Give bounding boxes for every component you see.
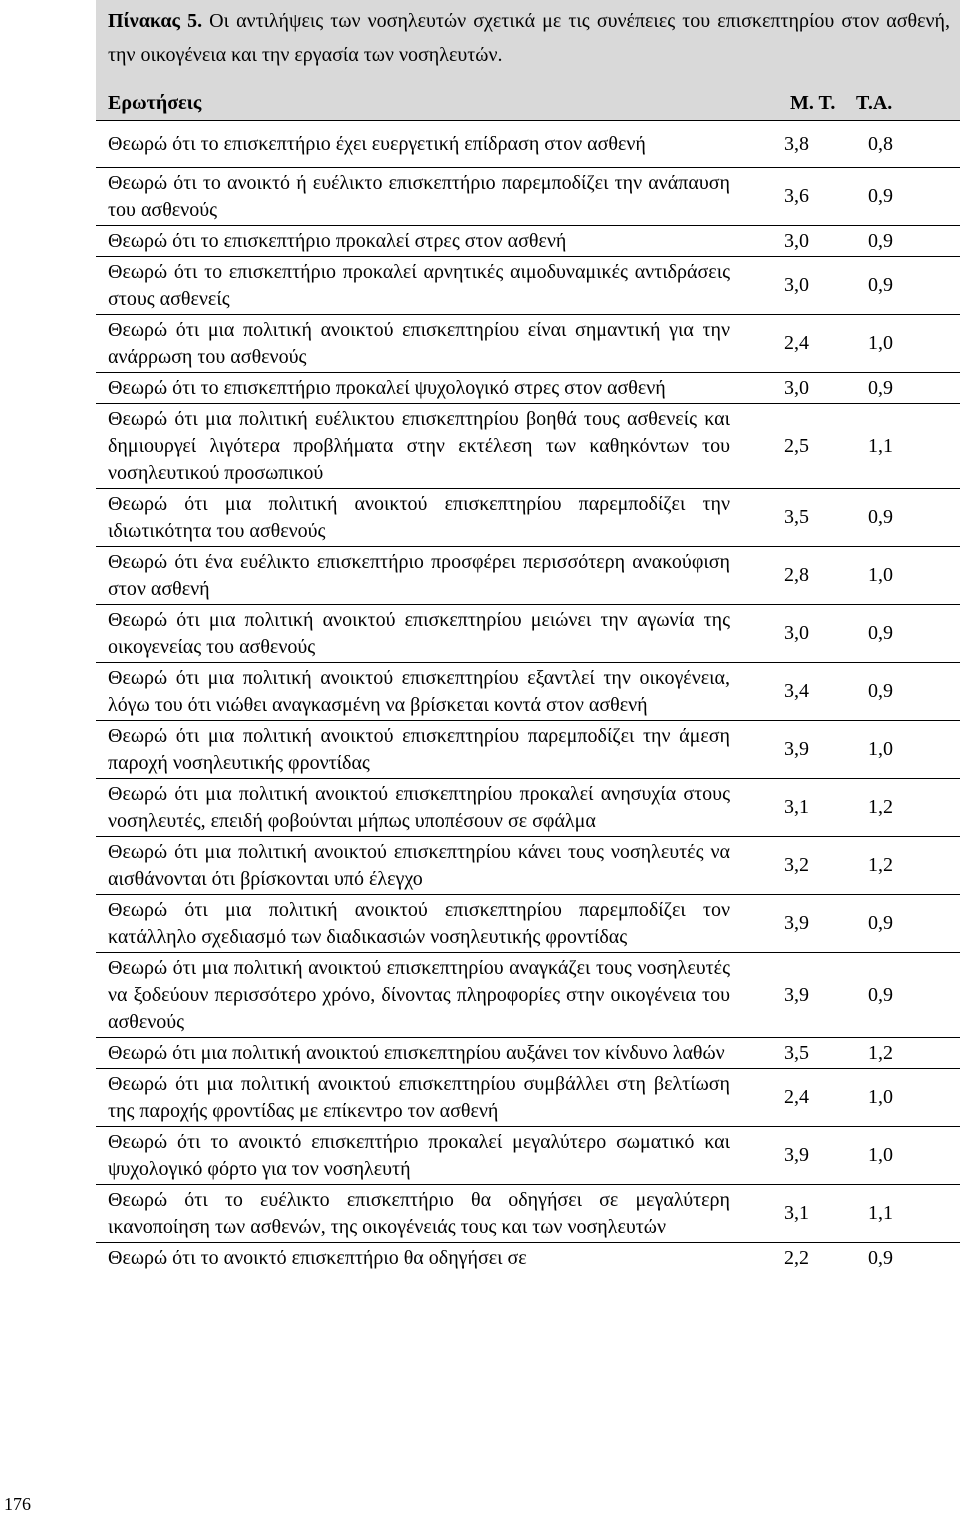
sd-cell: 1,0 bbox=[848, 1069, 960, 1127]
question-cell: Θεωρώ ότι μια πολιτική ανοικτού επισκεπτηρίου προκαλεί ανησυχία στους νοσηλευτές, επειδή φοβούνται μήπως υποπέσουν σε σφάλμα bbox=[96, 779, 736, 837]
question-cell: Θεωρώ ότι μια πολιτική ανοικτού επισκεπτηρίου παρεμποδίζει την ιδιωτικότητα του ασθενούς bbox=[96, 489, 736, 547]
sd-cell: 1,1 bbox=[848, 1185, 960, 1243]
sd-cell: 0,9 bbox=[848, 168, 960, 226]
question-cell: Θεωρώ ότι το ανοικτό ή ευέλικτο επισκεπτήριο παρεμποδίζει την ανάπαυση του ασθενούς bbox=[96, 168, 736, 226]
mean-cell: 3,0 bbox=[736, 605, 848, 663]
mean-cell: 3,2 bbox=[736, 837, 848, 895]
table-row bbox=[96, 121, 960, 168]
mean-cell: 3,0 bbox=[736, 373, 848, 404]
sd-cell: 0,9 bbox=[848, 953, 960, 1038]
mean-cell: 3,1 bbox=[736, 1185, 848, 1243]
table-row bbox=[96, 489, 960, 547]
question-cell: Θεωρώ ότι μια πολιτική ανοικτού επισκεπτηρίου παρεμποδίζει την άμεση παροχή νοσηλευτικής φροντίδας bbox=[96, 721, 736, 779]
mean-cell: 3,5 bbox=[736, 1038, 848, 1069]
table-row bbox=[96, 404, 960, 489]
question-cell: Θεωρώ ότι μια πολιτική ανοικτού επισκεπτηρίου παρεμποδίζει τον κατάλληλο σχεδιασμό των διαδικασιών νοσηλευτικής φροντίδας bbox=[96, 895, 736, 953]
table-header-row bbox=[96, 86, 960, 121]
table-row bbox=[96, 721, 960, 779]
table-row bbox=[96, 257, 960, 315]
header-questions: Ερωτήσεις bbox=[96, 86, 736, 121]
sd-cell: 1,0 bbox=[848, 315, 960, 373]
mean-cell: 2,2 bbox=[784, 1246, 809, 1269]
header-mean: Μ. Τ. bbox=[736, 86, 848, 121]
table-caption bbox=[96, 0, 960, 86]
sd-cell: 0,9 bbox=[848, 257, 960, 315]
mean-cell: 3,8 bbox=[736, 121, 848, 168]
table-row bbox=[96, 547, 960, 605]
sd-cell: 1,1 bbox=[848, 404, 960, 489]
mean-cell: 3,9 bbox=[736, 1127, 848, 1185]
table-row bbox=[96, 837, 960, 895]
sd-cell: 0,9 bbox=[848, 489, 960, 547]
mean-cell: 2,5 bbox=[736, 404, 848, 489]
question-cell: Θεωρώ ότι μια πολιτική ανοικτού επισκεπτηρίου αναγκάζει τους νοσηλευτές να ξοδεύουν περισσότερο χρόνο, δίνοντας πληροφορίες στην οικογένεια του ασθενούς bbox=[96, 953, 736, 1038]
table-row bbox=[96, 315, 960, 373]
sd-cell: 0,9 bbox=[868, 1246, 893, 1269]
question-cell: Θεωρώ ότι ένα ευέλικτο επισκεπτήριο προσφέρει περισσότερη ανακούφιση στον ασθενή bbox=[96, 547, 736, 605]
table-row bbox=[96, 1127, 960, 1185]
table-caption-label: Πίνακας 5. bbox=[108, 10, 203, 32]
question-cell: Θεωρώ ότι μια πολιτική ανοικτού επισκεπτηρίου αυξάνει τον κίνδυνο λαθών bbox=[96, 1038, 736, 1069]
sd-cell: 1,0 bbox=[848, 1127, 960, 1185]
sd-cell: 0,9 bbox=[848, 605, 960, 663]
sd-cell: 0,9 bbox=[848, 663, 960, 721]
mean-cell: 2,4 bbox=[736, 315, 848, 373]
sd-cell: 1,0 bbox=[848, 721, 960, 779]
question-cell: Θεωρώ ότι μια πολιτική ευέλικτου επισκεπτηρίου βοηθά τους ασθενείς και δημιουργεί λιγότερα προβλήματα στην εκτέλεση των καθηκόντων του νοσηλευτικού προσωπικού bbox=[96, 404, 736, 489]
perceptions-table bbox=[96, 86, 960, 1273]
sd-cell: 1,0 bbox=[848, 547, 960, 605]
table-row bbox=[96, 373, 960, 404]
question-cell: Θεωρώ ότι το επισκεπτήριο προκαλεί στρες στον ασθενή bbox=[96, 226, 736, 257]
table-row bbox=[96, 605, 960, 663]
table-caption-text: Οι αντιλήψεις των νοσηλευτών σχετικά με τις συνέπειες του επισκεπτηρίου στον ασθενή, την οικογένεια και την εργασία των νοσηλευτών. bbox=[108, 10, 951, 66]
table-row bbox=[96, 168, 960, 226]
table-row bbox=[96, 953, 960, 1038]
question-cell: Θεωρώ ότι μια πολιτική ανοικτού επισκεπτηρίου μειώνει την αγωνία της οικογενείας του ασθενούς bbox=[96, 605, 736, 663]
sd-cell: 0,9 bbox=[848, 226, 960, 257]
table-row bbox=[96, 226, 960, 257]
sd-cell: 1,2 bbox=[848, 837, 960, 895]
sd-cell: 0,8 bbox=[848, 121, 960, 168]
question-cell: Θεωρώ ότι το επισκεπτήριο έχει ευεργετική επίδραση στον ασθενή bbox=[96, 121, 736, 168]
mean-cell: 3,6 bbox=[736, 168, 848, 226]
question-cell: Θεωρώ ότι το επισκεπτήριο προκαλεί αρνητικές αιμοδυναμικές αντιδράσεις στους ασθενείς bbox=[96, 257, 736, 315]
table-row bbox=[96, 779, 960, 837]
mean-cell: 3,9 bbox=[736, 895, 848, 953]
sd-cell: 1,2 bbox=[848, 779, 960, 837]
table-header bbox=[96, 86, 960, 121]
question-cell: Θεωρώ ότι το ανοικτό επισκεπτήριο προκαλεί μεγαλύτερο σωματικό και ψυχολογικό φόρτο για τον νοσηλευτή bbox=[96, 1127, 736, 1185]
sd-cell: 1,2 bbox=[848, 1038, 960, 1069]
question-cell: Θεωρώ ότι μια πολιτική ανοικτού επισκεπτηρίου κάνει τους νοσηλευτές να αισθάνονται ότι βρίσκονται υπό έλεγχο bbox=[96, 837, 736, 895]
table-row bbox=[96, 1243, 960, 1274]
question-cell: Θεωρώ ότι το ανοικτό επισκεπτήριο θα οδηγήσει σε bbox=[108, 1247, 527, 1269]
page-number: 176 bbox=[4, 1494, 31, 1514]
table-row bbox=[96, 895, 960, 953]
mean-cell: 3,5 bbox=[736, 489, 848, 547]
table-row bbox=[96, 1038, 960, 1069]
table-row bbox=[96, 663, 960, 721]
mean-cell: 3,1 bbox=[736, 779, 848, 837]
table-row bbox=[96, 1069, 960, 1127]
sd-cell: 0,9 bbox=[848, 373, 960, 404]
table-container bbox=[96, 86, 960, 1273]
question-cell: Θεωρώ ότι μια πολιτική ανοικτού επισκεπτηρίου εξαντλεί την οικογένεια, λόγω του ότι νιώθει αναγκασμένη να βρίσκεται κοντά στον ασθενή bbox=[96, 663, 736, 721]
question-cell: Θεωρώ ότι το επισκεπτήριο προκαλεί ψυχολογικό στρες στον ασθενή bbox=[96, 373, 736, 404]
mean-cell: 2,4 bbox=[736, 1069, 848, 1127]
question-cell: Θεωρώ ότι το ευέλικτο επισκεπτήριο θα οδηγήσει σε μεγαλύτερη ικανοποίηση των ασθενών, της οικογένειάς τους και των νοσηλευτών bbox=[96, 1185, 736, 1243]
question-cell: Θεωρώ ότι μια πολιτική ανοικτού επισκεπτηρίου συμβάλλει στη βελτίωση της παροχής φροντίδας με επίκεντρο τον ασθενή bbox=[96, 1069, 736, 1127]
header-sd: Τ.Α. bbox=[848, 86, 960, 121]
mean-cell: 3,9 bbox=[736, 721, 848, 779]
sd-cell: 0,9 bbox=[848, 895, 960, 953]
mean-cell: 3,4 bbox=[736, 663, 848, 721]
mean-cell: 3,9 bbox=[736, 953, 848, 1038]
mean-cell: 3,0 bbox=[736, 257, 848, 315]
table-body bbox=[96, 121, 960, 1274]
mean-cell: 3,0 bbox=[736, 226, 848, 257]
table-row bbox=[96, 1185, 960, 1243]
question-cell: Θεωρώ ότι μια πολιτική ανοικτού επισκεπτηρίου είναι σημαντική για την ανάρρωση του ασθενούς bbox=[96, 315, 736, 373]
mean-cell: 2,8 bbox=[736, 547, 848, 605]
